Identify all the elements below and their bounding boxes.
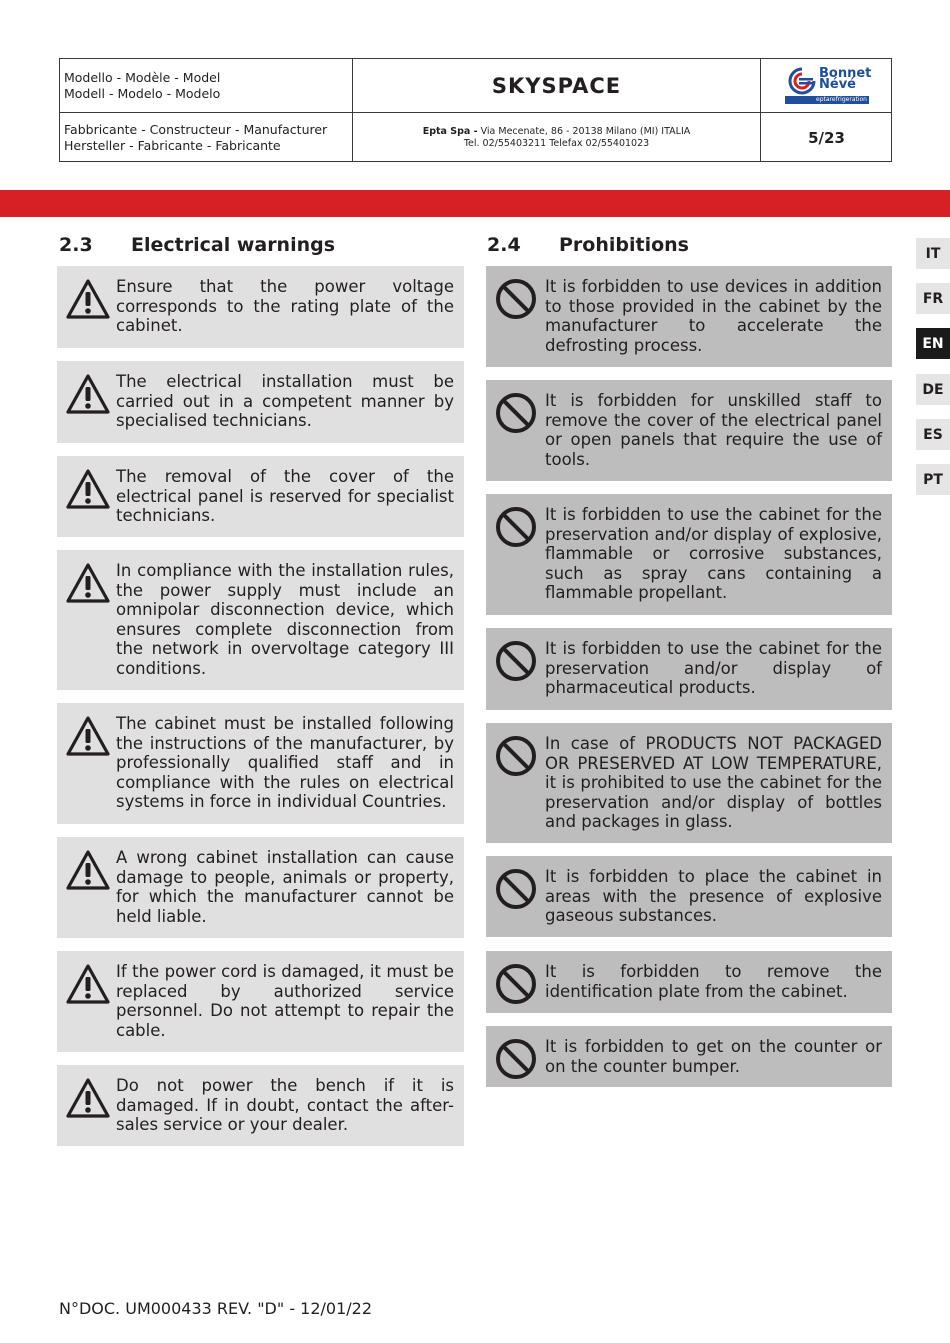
manufacturer-label bbox=[60, 122, 352, 154]
company-phone-fax: Tel. 02/55403211 Telefax 02/55401023 bbox=[463, 137, 650, 149]
prohibition-item bbox=[486, 628, 892, 710]
prohibited-icon bbox=[494, 734, 540, 778]
warning-item bbox=[57, 837, 464, 938]
warning-text: Ensure that the power voltage corresponds to the rating plate of the cabinet. bbox=[116, 277, 454, 336]
prohibition-text: It is forbidden to get on the counter or on the counter bumper. bbox=[545, 1037, 882, 1076]
prohibited-icon bbox=[494, 277, 540, 321]
brand-logo bbox=[761, 59, 892, 112]
warning-item bbox=[57, 266, 464, 348]
accent-band bbox=[0, 190, 950, 217]
language-tab-fr[interactable]: FR bbox=[916, 283, 950, 314]
warning-item bbox=[57, 456, 464, 537]
warning-text: In compliance with the installation rules, the power supply must include an omnipolar disconnection device, which ensures complete disconnection from the network in overvoltage category III conditions. bbox=[116, 561, 454, 678]
section-title-electrical-warnings bbox=[59, 234, 335, 256]
prohibition-item bbox=[486, 723, 892, 843]
warning-text: The electrical installation must be carried out in a competent manner by specialised technicians. bbox=[116, 372, 454, 431]
warning-triangle-icon bbox=[65, 372, 111, 416]
language-tab-en[interactable]: EN bbox=[916, 328, 950, 359]
prohibition-item bbox=[486, 494, 892, 615]
logo-tagline: eptarefrigeration bbox=[785, 96, 869, 104]
prohibited-icon bbox=[494, 639, 540, 683]
prohibition-item bbox=[486, 380, 892, 481]
manufacturer-address bbox=[353, 113, 760, 162]
section-number: 2.4 bbox=[487, 234, 521, 256]
warning-text: A wrong cabinet installation can cause damage to people, animals or property, for which the manufacturer cannot be held liable. bbox=[116, 848, 454, 926]
model-name: SKYSPACE bbox=[491, 73, 622, 98]
bonnet-neve-logo-icon bbox=[785, 66, 819, 96]
warning-triangle-icon bbox=[65, 467, 111, 511]
section-heading: Prohibitions bbox=[559, 234, 689, 256]
prohibition-text: It is forbidden to place the cabinet in areas with the presence of explosive gaseous substances. bbox=[545, 867, 882, 926]
document-reference: N°DOC. UM000433 REV. "D" - 12/01/22 bbox=[59, 1299, 373, 1318]
section-heading: Electrical warnings bbox=[131, 234, 336, 256]
prohibition-item bbox=[486, 266, 892, 367]
warning-item bbox=[57, 1065, 464, 1146]
warning-triangle-icon bbox=[65, 962, 111, 1006]
warning-triangle-icon bbox=[65, 714, 111, 758]
document-header bbox=[59, 58, 892, 162]
language-tab-it[interactable]: IT bbox=[916, 238, 950, 269]
language-tab-es[interactable]: ES bbox=[916, 419, 950, 450]
company-name: Epta Spa - bbox=[422, 125, 478, 137]
prohibition-item bbox=[486, 951, 892, 1013]
prohibition-item bbox=[486, 856, 892, 937]
warning-text: The removal of the cover of the electrical panel is reserved for specialist technicians. bbox=[116, 467, 454, 526]
prohibition-text: In case of PRODUCTS NOT PACKAGED OR PRESERVED AT LOW TEMPERATURE, it is prohibited to use the cabinet for the preservation and/or display of bottles and packages in glass. bbox=[545, 734, 882, 832]
warning-item bbox=[57, 703, 464, 824]
warning-triangle-icon bbox=[65, 277, 111, 321]
warning-item bbox=[57, 550, 464, 690]
warning-triangle-icon bbox=[65, 1076, 111, 1120]
model-label-line1: Modello - Modèle - Model bbox=[64, 70, 221, 85]
language-tab-de[interactable]: DE bbox=[916, 374, 950, 405]
warning-triangle-icon bbox=[65, 561, 111, 605]
warning-item bbox=[57, 361, 464, 443]
prohibition-text: It is forbidden to use devices in addition to those provided in the cabinet by the manufacturer to accelerate the defrosting process. bbox=[545, 277, 882, 355]
warning-item bbox=[57, 951, 464, 1052]
warning-text: If the power cord is damaged, it must be replaced by authorized service personnel. Do not attempt to repair the cable. bbox=[116, 962, 454, 1040]
prohibited-icon bbox=[494, 391, 540, 435]
manufacturer-label-line2: Hersteller - Fabricante - Fabricante bbox=[64, 138, 281, 153]
warning-triangle-icon bbox=[65, 848, 111, 892]
manufacturer-label-line1: Fabbricante - Constructeur - Manufacturer bbox=[64, 122, 328, 137]
section-title-prohibitions bbox=[487, 234, 689, 256]
prohibition-text: It is forbidden to remove the identification plate from the cabinet. bbox=[545, 962, 882, 1001]
section-number: 2.3 bbox=[59, 234, 93, 256]
prohibited-icon bbox=[494, 1037, 540, 1081]
page-number: 5/23 bbox=[808, 128, 845, 147]
prohibited-icon bbox=[494, 962, 540, 1006]
warning-text: Do not power the bench if it is damaged. If in doubt, contact the after-sales service or your dealer. bbox=[116, 1076, 454, 1135]
prohibited-icon bbox=[494, 505, 540, 549]
prohibition-text: It is forbidden to use the cabinet for the preservation and/or display of explosive, flammable or corrosive substances, such as spray cans containing a flammable propellant. bbox=[545, 505, 882, 603]
model-label-line2: Modell - Modelo - Modelo bbox=[64, 86, 221, 101]
prohibited-icon bbox=[494, 867, 540, 911]
prohibition-text: It is forbidden to use the cabinet for the preservation and/or display of pharmaceutical products. bbox=[545, 639, 882, 698]
model-label bbox=[60, 70, 352, 102]
language-tab-pt[interactable]: PT bbox=[916, 464, 950, 495]
prohibition-item bbox=[486, 1026, 892, 1087]
logo-text: Bonnet bbox=[819, 66, 872, 81]
prohibition-text: It is forbidden for unskilled staff to remove the cover of the electrical panel or open panels that require the use of tools. bbox=[545, 391, 882, 469]
logo-text: Névé bbox=[819, 77, 856, 92]
company-address: Via Mecenate, 86 - 20138 Milano (MI) ITALIA bbox=[477, 125, 691, 137]
warning-text: The cabinet must be installed following the instructions of the manufacturer, by professionally qualified staff and in compliance with the rules on electrical systems in force in individual Countries. bbox=[116, 714, 454, 812]
